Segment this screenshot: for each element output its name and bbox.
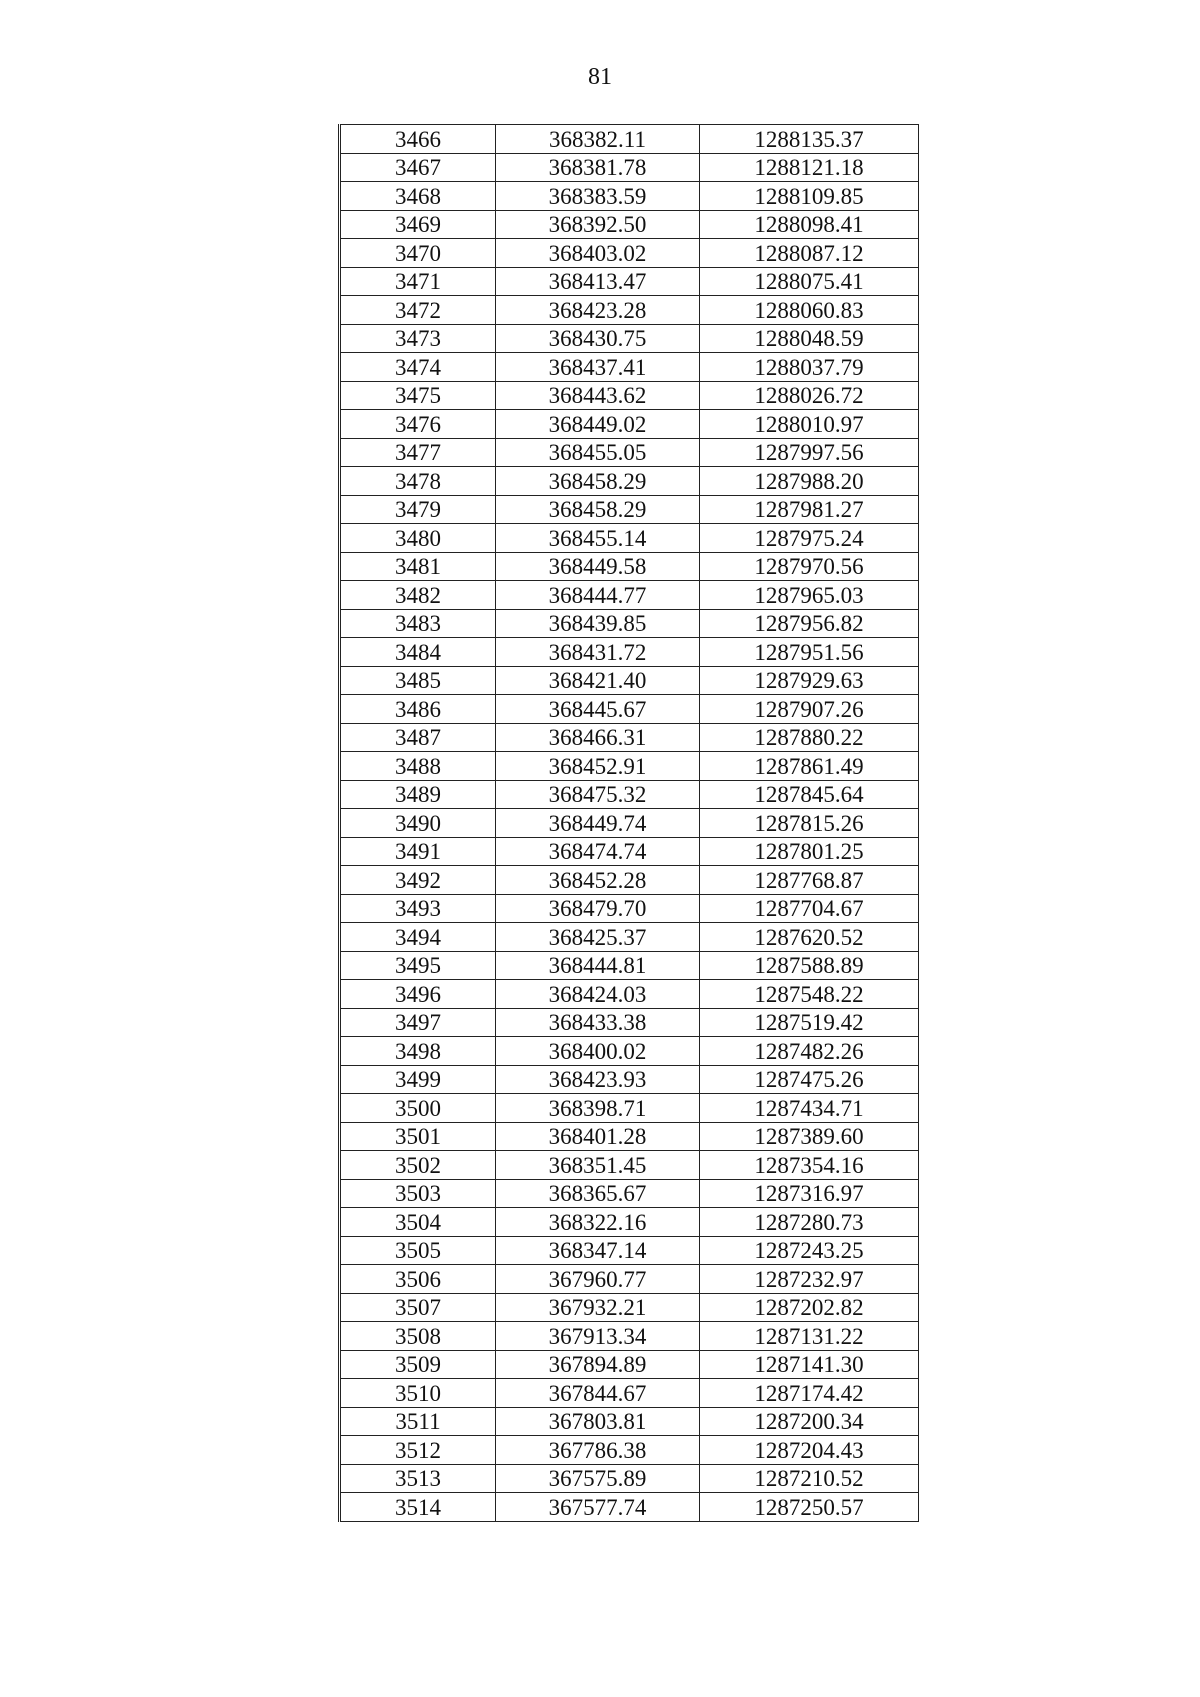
x-coordinate-cell: 368347.14 [496, 1236, 700, 1265]
x-coordinate-cell: 368439.85 [496, 609, 700, 638]
x-coordinate-cell: 368383.59 [496, 182, 700, 211]
x-coordinate-cell: 368430.75 [496, 324, 700, 353]
y-coordinate-cell: 1288135.37 [700, 125, 919, 154]
x-coordinate-cell: 368433.38 [496, 1008, 700, 1037]
point-number-cell: 3476 [340, 410, 496, 439]
point-number-cell: 3470 [340, 239, 496, 268]
table-row [340, 1350, 919, 1379]
table-row [340, 182, 919, 211]
x-coordinate-cell: 368424.03 [496, 980, 700, 1009]
x-coordinate-cell: 368466.31 [496, 723, 700, 752]
table-row [340, 1065, 919, 1094]
table-row [340, 210, 919, 239]
y-coordinate-cell: 1287174.42 [700, 1379, 919, 1408]
y-coordinate-cell: 1287519.42 [700, 1008, 919, 1037]
x-coordinate-cell: 367894.89 [496, 1350, 700, 1379]
y-coordinate-cell: 1287210.52 [700, 1464, 919, 1493]
y-coordinate-cell: 1287548.22 [700, 980, 919, 1009]
point-number-cell: 3493 [340, 894, 496, 923]
point-number-cell: 3471 [340, 267, 496, 296]
x-coordinate-cell: 367960.77 [496, 1265, 700, 1294]
y-coordinate-cell: 1287389.60 [700, 1122, 919, 1151]
point-number-cell: 3467 [340, 153, 496, 182]
table-row [340, 1293, 919, 1322]
x-coordinate-cell: 368474.74 [496, 837, 700, 866]
y-coordinate-cell: 1288048.59 [700, 324, 919, 353]
x-coordinate-cell: 368458.29 [496, 467, 700, 496]
point-number-cell: 3496 [340, 980, 496, 1009]
y-coordinate-cell: 1287815.26 [700, 809, 919, 838]
point-number-cell: 3499 [340, 1065, 496, 1094]
point-number-cell: 3514 [340, 1493, 496, 1522]
x-coordinate-cell: 368437.41 [496, 353, 700, 382]
table-row [340, 324, 919, 353]
y-coordinate-cell: 1287975.24 [700, 524, 919, 553]
table-row [340, 1094, 919, 1123]
y-coordinate-cell: 1287907.26 [700, 695, 919, 724]
x-coordinate-cell: 367844.67 [496, 1379, 700, 1408]
y-coordinate-cell: 1287588.89 [700, 951, 919, 980]
table-row [340, 638, 919, 667]
table-row [340, 1008, 919, 1037]
y-coordinate-cell: 1288060.83 [700, 296, 919, 325]
x-coordinate-cell: 367932.21 [496, 1293, 700, 1322]
y-coordinate-cell: 1287845.64 [700, 780, 919, 809]
table-row [340, 1379, 919, 1408]
table-row [340, 1265, 919, 1294]
y-coordinate-cell: 1288109.85 [700, 182, 919, 211]
point-number-cell: 3504 [340, 1208, 496, 1237]
table-row [340, 438, 919, 467]
table-row [340, 837, 919, 866]
table-row [340, 296, 919, 325]
point-number-cell: 3490 [340, 809, 496, 838]
point-number-cell: 3501 [340, 1122, 496, 1151]
table-row [340, 524, 919, 553]
point-number-cell: 3497 [340, 1008, 496, 1037]
x-coordinate-cell: 368413.47 [496, 267, 700, 296]
point-number-cell: 3469 [340, 210, 496, 239]
point-number-cell: 3507 [340, 1293, 496, 1322]
coordinates-table [338, 124, 919, 1522]
table-row [340, 353, 919, 382]
table-row [340, 1436, 919, 1465]
point-number-cell: 3489 [340, 780, 496, 809]
x-coordinate-cell: 368425.37 [496, 923, 700, 952]
point-number-cell: 3481 [340, 552, 496, 581]
y-coordinate-cell: 1287768.87 [700, 866, 919, 895]
point-number-cell: 3488 [340, 752, 496, 781]
x-coordinate-cell: 368403.02 [496, 239, 700, 268]
point-number-cell: 3466 [340, 125, 496, 154]
point-number-cell: 3503 [340, 1179, 496, 1208]
x-coordinate-cell: 367913.34 [496, 1322, 700, 1351]
point-number-cell: 3492 [340, 866, 496, 895]
y-coordinate-cell: 1287997.56 [700, 438, 919, 467]
y-coordinate-cell: 1287704.67 [700, 894, 919, 923]
y-coordinate-cell: 1287141.30 [700, 1350, 919, 1379]
point-number-cell: 3487 [340, 723, 496, 752]
y-coordinate-cell: 1287929.63 [700, 666, 919, 695]
x-coordinate-cell: 368398.71 [496, 1094, 700, 1123]
table-row [340, 666, 919, 695]
point-number-cell: 3498 [340, 1037, 496, 1066]
table-row [340, 1236, 919, 1265]
x-coordinate-cell: 368449.02 [496, 410, 700, 439]
point-number-cell: 3508 [340, 1322, 496, 1351]
y-coordinate-cell: 1287475.26 [700, 1065, 919, 1094]
x-coordinate-cell: 368351.45 [496, 1151, 700, 1180]
y-coordinate-cell: 1288010.97 [700, 410, 919, 439]
point-number-cell: 3509 [340, 1350, 496, 1379]
table-row [340, 153, 919, 182]
x-coordinate-cell: 368382.11 [496, 125, 700, 154]
x-coordinate-cell: 368392.50 [496, 210, 700, 239]
x-coordinate-cell: 368400.02 [496, 1037, 700, 1066]
point-number-cell: 3500 [340, 1094, 496, 1123]
x-coordinate-cell: 367577.74 [496, 1493, 700, 1522]
y-coordinate-cell: 1287482.26 [700, 1037, 919, 1066]
y-coordinate-cell: 1287280.73 [700, 1208, 919, 1237]
x-coordinate-cell: 368452.91 [496, 752, 700, 781]
table-row [340, 894, 919, 923]
y-coordinate-cell: 1288037.79 [700, 353, 919, 382]
y-coordinate-cell: 1288075.41 [700, 267, 919, 296]
point-number-cell: 3478 [340, 467, 496, 496]
point-number-cell: 3510 [340, 1379, 496, 1408]
x-coordinate-cell: 368455.14 [496, 524, 700, 553]
table-row [340, 609, 919, 638]
y-coordinate-cell: 1287620.52 [700, 923, 919, 952]
table-row [340, 267, 919, 296]
x-coordinate-cell: 368401.28 [496, 1122, 700, 1151]
table-row [340, 866, 919, 895]
table-row [340, 1322, 919, 1351]
table-row [340, 1493, 919, 1522]
x-coordinate-cell: 368455.05 [496, 438, 700, 467]
y-coordinate-cell: 1287861.49 [700, 752, 919, 781]
table-row [340, 581, 919, 610]
point-number-cell: 3486 [340, 695, 496, 724]
y-coordinate-cell: 1288026.72 [700, 381, 919, 410]
x-coordinate-cell: 368449.58 [496, 552, 700, 581]
table-row [340, 495, 919, 524]
y-coordinate-cell: 1287200.34 [700, 1407, 919, 1436]
point-number-cell: 3506 [340, 1265, 496, 1294]
table-row [340, 1208, 919, 1237]
point-number-cell: 3484 [340, 638, 496, 667]
x-coordinate-cell: 368423.93 [496, 1065, 700, 1094]
table-row [340, 381, 919, 410]
y-coordinate-cell: 1287202.82 [700, 1293, 919, 1322]
y-coordinate-cell: 1287988.20 [700, 467, 919, 496]
y-coordinate-cell: 1287951.56 [700, 638, 919, 667]
y-coordinate-cell: 1287801.25 [700, 837, 919, 866]
point-number-cell: 3502 [340, 1151, 496, 1180]
point-number-cell: 3475 [340, 381, 496, 410]
table-row [340, 1122, 919, 1151]
x-coordinate-cell: 368445.67 [496, 695, 700, 724]
x-coordinate-cell: 368444.77 [496, 581, 700, 610]
table-row [340, 780, 919, 809]
y-coordinate-cell: 1288087.12 [700, 239, 919, 268]
x-coordinate-cell: 367803.81 [496, 1407, 700, 1436]
x-coordinate-cell: 368479.70 [496, 894, 700, 923]
coordinates-table-body [340, 125, 919, 1522]
table-row [340, 923, 919, 952]
y-coordinate-cell: 1287131.22 [700, 1322, 919, 1351]
y-coordinate-cell: 1287970.56 [700, 552, 919, 581]
table-row [340, 695, 919, 724]
table-row [340, 1407, 919, 1436]
y-coordinate-cell: 1287232.97 [700, 1265, 919, 1294]
table-row [340, 1179, 919, 1208]
point-number-cell: 3485 [340, 666, 496, 695]
y-coordinate-cell: 1287434.71 [700, 1094, 919, 1123]
x-coordinate-cell: 368475.32 [496, 780, 700, 809]
point-number-cell: 3511 [340, 1407, 496, 1436]
point-number-cell: 3482 [340, 581, 496, 610]
y-coordinate-cell: 1287880.22 [700, 723, 919, 752]
x-coordinate-cell: 367575.89 [496, 1464, 700, 1493]
point-number-cell: 3473 [340, 324, 496, 353]
point-number-cell: 3468 [340, 182, 496, 211]
table-row [340, 980, 919, 1009]
x-coordinate-cell: 368458.29 [496, 495, 700, 524]
point-number-cell: 3472 [340, 296, 496, 325]
table-row [340, 1151, 919, 1180]
x-coordinate-cell: 368449.74 [496, 809, 700, 838]
x-coordinate-cell: 368421.40 [496, 666, 700, 695]
y-coordinate-cell: 1287250.57 [700, 1493, 919, 1522]
y-coordinate-cell: 1287243.25 [700, 1236, 919, 1265]
x-coordinate-cell: 368322.16 [496, 1208, 700, 1237]
y-coordinate-cell: 1288121.18 [700, 153, 919, 182]
y-coordinate-cell: 1287316.97 [700, 1179, 919, 1208]
y-coordinate-cell: 1287204.43 [700, 1436, 919, 1465]
table-row [340, 552, 919, 581]
table-row [340, 467, 919, 496]
point-number-cell: 3483 [340, 609, 496, 638]
y-coordinate-cell: 1287981.27 [700, 495, 919, 524]
table-row [340, 410, 919, 439]
point-number-cell: 3479 [340, 495, 496, 524]
table-row [340, 809, 919, 838]
x-coordinate-cell: 368443.62 [496, 381, 700, 410]
point-number-cell: 3480 [340, 524, 496, 553]
y-coordinate-cell: 1287956.82 [700, 609, 919, 638]
point-number-cell: 3505 [340, 1236, 496, 1265]
x-coordinate-cell: 368431.72 [496, 638, 700, 667]
table-row [340, 125, 919, 154]
point-number-cell: 3477 [340, 438, 496, 467]
x-coordinate-cell: 367786.38 [496, 1436, 700, 1465]
y-coordinate-cell: 1287965.03 [700, 581, 919, 610]
x-coordinate-cell: 368365.67 [496, 1179, 700, 1208]
y-coordinate-cell: 1287354.16 [700, 1151, 919, 1180]
table-row [340, 723, 919, 752]
table-row [340, 951, 919, 980]
x-coordinate-cell: 368423.28 [496, 296, 700, 325]
x-coordinate-cell: 368444.81 [496, 951, 700, 980]
table-row [340, 239, 919, 268]
page-number: 81 [588, 64, 612, 90]
point-number-cell: 3491 [340, 837, 496, 866]
x-coordinate-cell: 368381.78 [496, 153, 700, 182]
x-coordinate-cell: 368452.28 [496, 866, 700, 895]
point-number-cell: 3494 [340, 923, 496, 952]
table-row [340, 752, 919, 781]
point-number-cell: 3474 [340, 353, 496, 382]
point-number-cell: 3495 [340, 951, 496, 980]
point-number-cell: 3513 [340, 1464, 496, 1493]
point-number-cell: 3512 [340, 1436, 496, 1465]
table-row [340, 1037, 919, 1066]
y-coordinate-cell: 1288098.41 [700, 210, 919, 239]
table-row [340, 1464, 919, 1493]
